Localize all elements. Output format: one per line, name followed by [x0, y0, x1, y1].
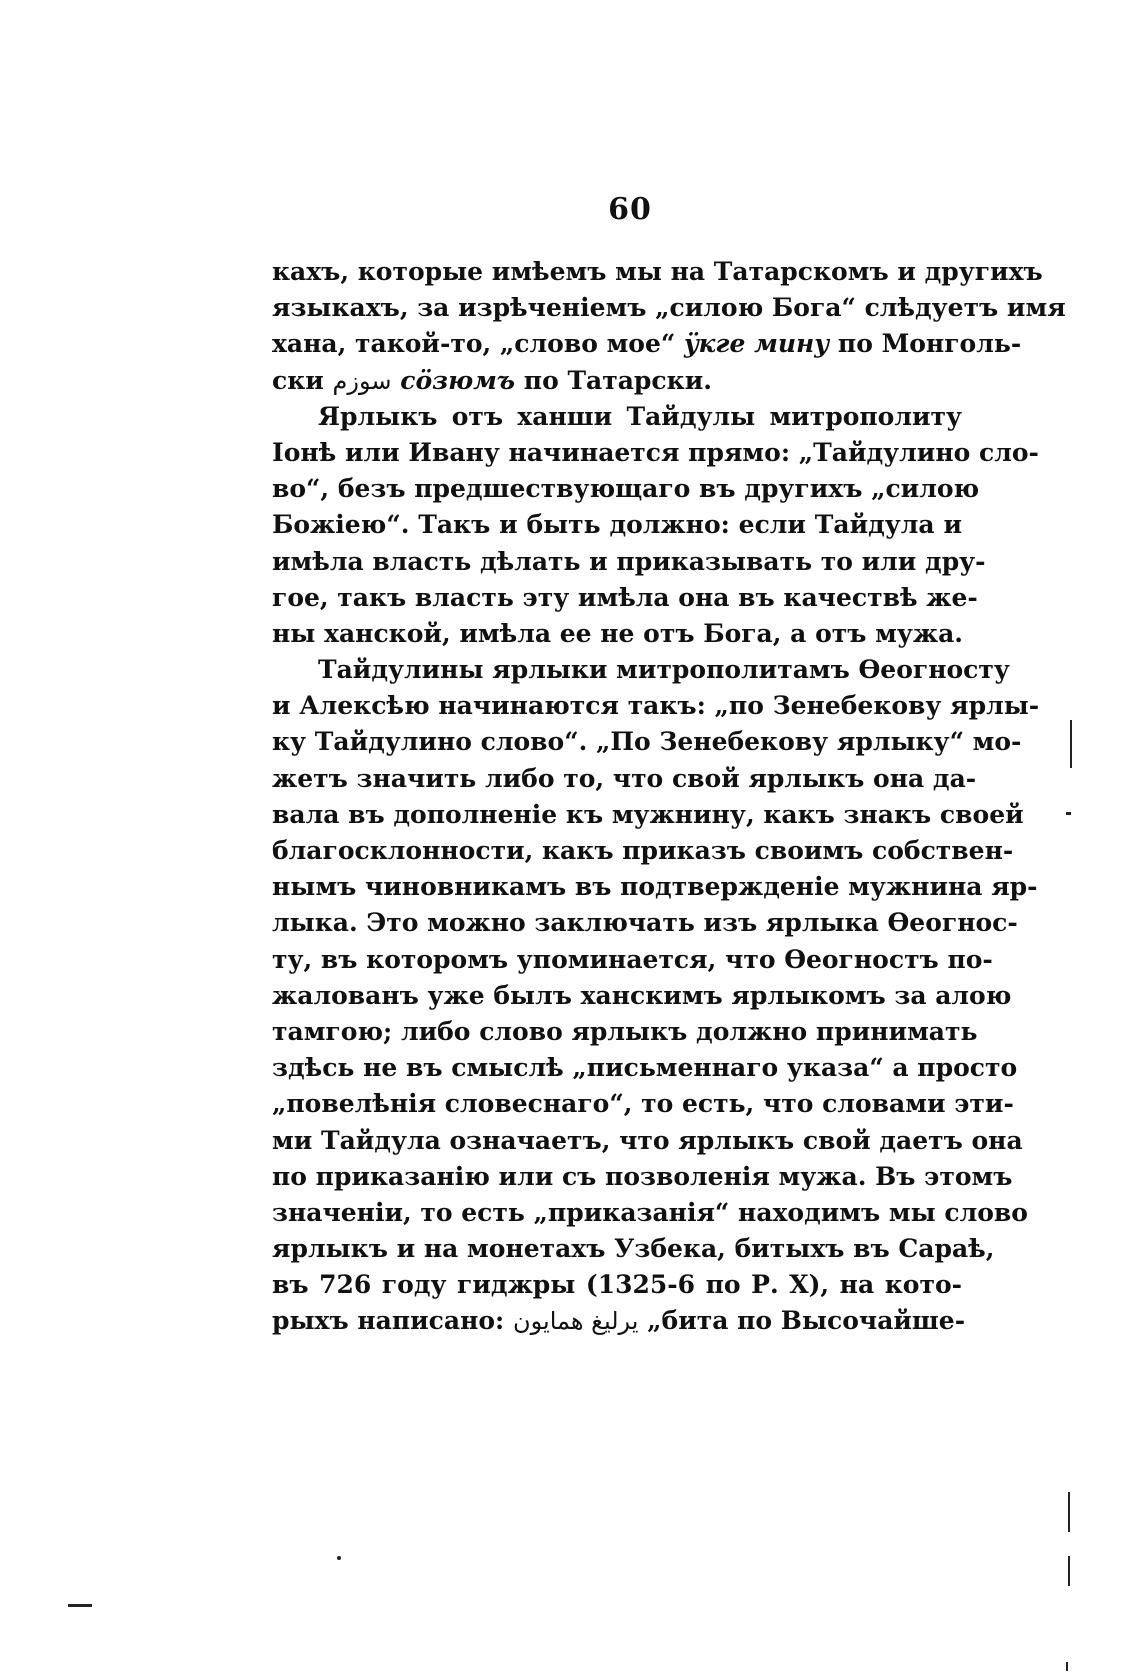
body-text: [272, 254, 1066, 1340]
scan-artifact-mark: [1066, 812, 1071, 815]
scan-artifact-mark: [68, 1604, 92, 1607]
scan-artifact-mark: [1066, 1662, 1068, 1671]
text-line: [272, 1303, 966, 1339]
tatar-transliteration: сöзюмъ: [400, 365, 516, 395]
text-line: жалованъ уже былъ ханскимъ ярлыкомъ за алою: [272, 980, 1012, 1010]
text-line: во“, безъ предшествующаго въ другихъ „силою: [272, 474, 980, 504]
text-line: благосклонности, какъ приказъ своимъ собствен-: [272, 836, 1014, 865]
text-line: ку Тайдулино слово“. „По Зенебекову ярлыку“ мо-: [272, 727, 1022, 757]
text-line: ми Тайдула означаетъ, что ярлыкъ свой даетъ она: [272, 1125, 1023, 1155]
scan-artifact-mark: [337, 1556, 341, 1560]
text-line: [272, 363, 962, 399]
text-line: значеніи, то есть „приказанія“ находимъ мы слово: [272, 1197, 1028, 1227]
text-line: Божіею“. Такъ и быть должно: если Тайдула и: [272, 510, 962, 540]
text-line: ярлыкъ и на монетахъ Узбека, битыхъ въ Сараѣ,: [272, 1234, 995, 1264]
text-line: по приказанію или съ позволенія мужа. Въ этомъ: [272, 1161, 1013, 1191]
text-line: въ 726 году гиджры (1325-6 по Р. Х), на кото-: [272, 1270, 962, 1300]
text-fragment: „бита по Высочайше-: [638, 1306, 966, 1336]
page-number: 60: [608, 192, 652, 227]
text-fragment: хана, такой-то, „слово мое“: [272, 329, 684, 359]
text-line: [272, 326, 1022, 362]
scan-artifact-mark: [1068, 1556, 1070, 1586]
text-fragment: [392, 366, 401, 395]
text-line: Тайдулины ярлыки митрополитамъ Ѳеогносту: [318, 655, 1010, 685]
text-line: и Алексѣю начинаются такъ: „по Зенебекову ярлы-: [272, 691, 1040, 721]
arabic-phrase: يرليغ همايون: [513, 1307, 639, 1336]
text-fragment: ски: [272, 365, 333, 395]
text-line: тамгою; либо слово ярлыкъ должно принимать: [272, 1016, 978, 1046]
text-line: жетъ значить либо то, что свой ярлыкъ она да-: [272, 763, 977, 793]
text-line: ту, въ которомъ упоминается, что Ѳеогностъ по-: [272, 944, 993, 974]
text-line: кахъ, которые имѣемъ мы на Татарскомъ и другихъ: [272, 257, 1043, 286]
text-line: нымъ чиновникамъ въ подтвержденіе мужнина яр-: [272, 872, 1038, 902]
text-line: Ярлыкъ отъ ханши Тайдулы митрополиту: [318, 401, 962, 431]
text-line: гое, такъ власть эту имѣла она въ качествѣ же-: [272, 582, 978, 612]
text-line: лыка. Это можно заключать изъ ярлыка Ѳеогнос-: [272, 908, 1018, 938]
text-line: языкахъ, за изрѣченіемъ „силою Бога“ слѣдуетъ имя: [272, 293, 1066, 323]
mongolian-transliteration: ÿкге мину: [683, 329, 830, 359]
text-line: Іонѣ или Ивану начинается прямо: „Тайдулино сло-: [272, 437, 1039, 467]
text-line: ны ханской, имѣла ее не отъ Бога, а отъ мужа.: [272, 618, 963, 648]
scan-artifact-mark: [1070, 720, 1072, 768]
text-fragment: по Монголь-: [829, 329, 1022, 359]
text-line: „повелѣнія словеснаго“, то есть, что словами эти-: [272, 1089, 1014, 1119]
arabic-word: سوزم: [332, 366, 392, 395]
text-line: здѣсь не въ смыслѣ „письменнаго указа“ а просто: [272, 1053, 1018, 1083]
text-fragment: по Татарски.: [515, 365, 712, 395]
scan-artifact-mark: [1068, 1492, 1070, 1532]
text-line: имѣла власть дѣлать и приказывать то или дру-: [272, 546, 986, 576]
text-line: вала въ дополненіе къ мужнину, какъ знакъ своей: [272, 799, 1024, 829]
text-fragment: рыхъ написано:: [272, 1306, 513, 1336]
